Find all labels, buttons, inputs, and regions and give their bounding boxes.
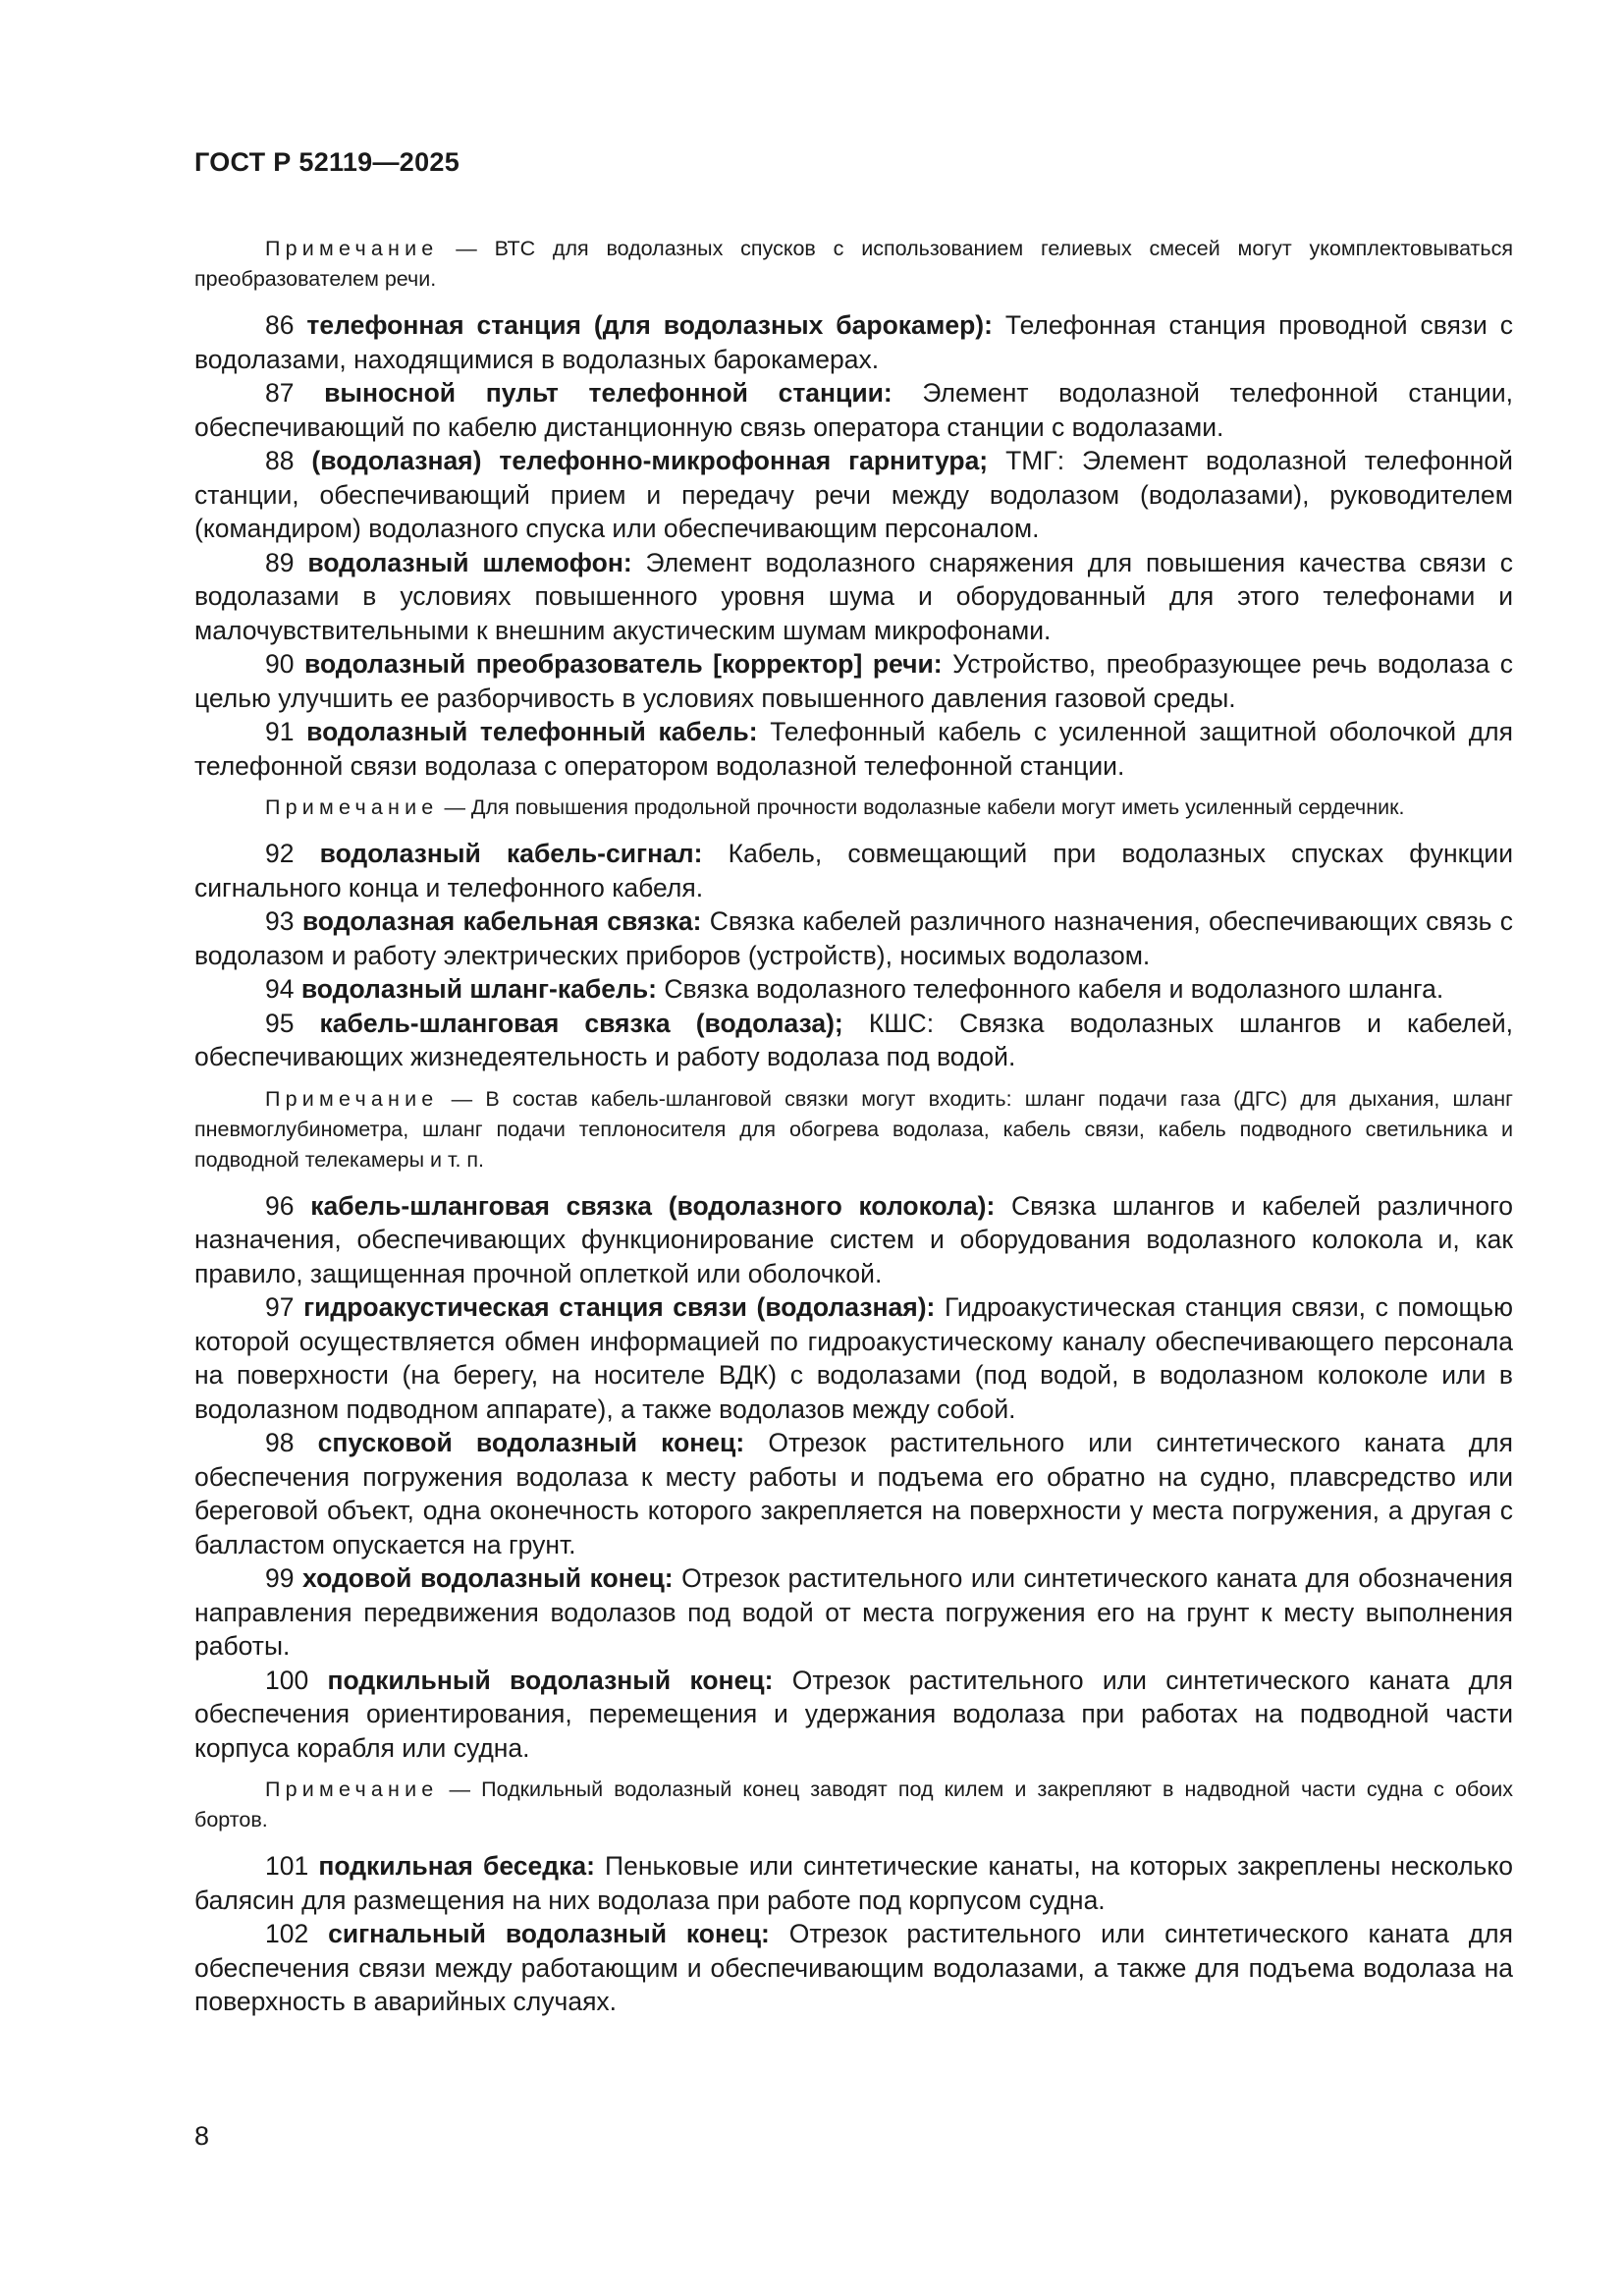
note-text: — Для повышения продольной прочности водолазные кабели могут иметь усиленный сердечник. bbox=[444, 795, 1405, 819]
term-number: 92 bbox=[265, 839, 295, 868]
term-number: 102 bbox=[265, 1919, 309, 1948]
term-definition: Связка кабелей различного назначения, обеспечивающих связь с водолазом и работу электрических приборов (устройств), носимых водолазом. bbox=[194, 906, 1513, 970]
term-definition: Телефонный кабель с усиленной защитной оболочкой для телефонной связи водолаза с оператором водолазной телефонной станции. bbox=[194, 717, 1513, 781]
term-name: водолазный кабель-сигнал: bbox=[319, 839, 703, 868]
document-header: ГОСТ Р 52119—2025 bbox=[194, 147, 460, 177]
note-label: Примечание bbox=[265, 1777, 439, 1801]
term-name: кабель-шланговая связка (водолазного колокола): bbox=[310, 1190, 996, 1221]
term-number: 96 bbox=[265, 1190, 295, 1221]
term-definition: Связка шлангов и кабелей различного назначения, обеспечивающих функционирование систем и оборудования водолазного колокола и, как правило, защищенная прочной оплеткой или оболочкой. bbox=[194, 1190, 1513, 1288]
term-name: водолазный шлемофон: bbox=[307, 547, 632, 577]
term-definition: Гидроакустическая станция связи, с помощью которой осуществляется обмен информацией по гидроакустическому каналу обеспечивающего персонала на поверхности (на берегу, на носителе ВДК) с водолазами (под водой, в водолазном колоколе или в водолазном подводном аппарате), а также водолазов между собой. bbox=[194, 1292, 1513, 1424]
term-entry bbox=[194, 1664, 1513, 1766]
term-name: сигнальный водолазный конец: bbox=[328, 1919, 770, 1948]
term-definition: Отрезок растительного или синтетического каната для обеспечения погружения водолаза к месту работы и подъема его обратно на судно, плавсредство или береговой объект, одна оконечность которого закрепляется на поверхности у места погружения, а другая с балластом опускается на грунт. bbox=[194, 1428, 1513, 1559]
term-entry bbox=[194, 376, 1513, 444]
term-entry bbox=[194, 904, 1513, 972]
term-number: 98 bbox=[265, 1428, 295, 1457]
term-number: 89 bbox=[265, 547, 295, 577]
note-text: — В состав кабель-шланговой связки могут входить: шланг подачи газа (ДГС) для дыхания, шланг пневмоглубинометра, шланг подачи теплоносителя для обогрева водолаза, кабель связи, кабель подводного светильника и подводной телекамеры и т. п. bbox=[194, 1086, 1513, 1172]
term-definition: Элемент водолазной телефонной станции, обеспечивающий по кабелю дистанционную связь оператора станции с водолазами. bbox=[194, 378, 1513, 442]
term-entry bbox=[194, 444, 1513, 546]
term-name: подкильная беседка: bbox=[318, 1851, 595, 1881]
term-name: телефонная станция (для водолазных барокамер): bbox=[306, 310, 993, 340]
note-text: — Подкильный водолазный конец заводят под килем и закрепляют в надводной части судна с обоих бортов. bbox=[194, 1777, 1513, 1831]
note-label: Примечание bbox=[265, 795, 439, 819]
page-number: 8 bbox=[194, 2121, 210, 2151]
term-name: водолазный телефонный кабель: bbox=[306, 717, 758, 746]
term-entry bbox=[194, 546, 1513, 648]
term-number: 99 bbox=[265, 1563, 295, 1593]
term-entry bbox=[194, 1290, 1513, 1426]
term-number: 87 bbox=[265, 378, 295, 408]
term-definition: Элемент водолазного снаряжения для повышения качества связи с водолазами в условиях повышенного уровня шума и оборудованный для этого телефонами и малочувствительными к внешним акустическим шумам микрофонами. bbox=[194, 547, 1513, 645]
term-definition: ТМГ: Элемент водолазной телефонной станции, обеспечивающий прием и передачу речи между водолазом (водолазами), руководителем (командиром) водолазного спуска или обеспечивающим персоналом. bbox=[194, 446, 1513, 543]
note-label: Примечание bbox=[265, 1086, 439, 1111]
term-entry bbox=[194, 1849, 1513, 1917]
term-name: подкильный водолазный конец: bbox=[327, 1665, 774, 1695]
term-number: 93 bbox=[265, 906, 295, 936]
note bbox=[194, 793, 1513, 823]
term-entry bbox=[194, 647, 1513, 715]
term-entry bbox=[194, 972, 1513, 1007]
term-name: водолазный шланг-кабель: bbox=[300, 974, 657, 1004]
term-number: 100 bbox=[265, 1665, 309, 1695]
note bbox=[194, 234, 1513, 295]
term-entry bbox=[194, 715, 1513, 783]
term-definition: Устройство, преобразующее речь водолаза с целью улучшить ее разборчивость в условиях повышенного давления газовой среды. bbox=[194, 649, 1513, 713]
term-entry bbox=[194, 1561, 1513, 1664]
term-number: 97 bbox=[265, 1292, 295, 1322]
term-number: 90 bbox=[265, 649, 295, 679]
term-entry bbox=[194, 1917, 1513, 2019]
term-definition: Кабель, совмещающий при водолазных спусках функции сигнального конца и телефонного кабеля. bbox=[194, 839, 1513, 902]
term-entry bbox=[194, 1189, 1513, 1291]
term-entry bbox=[194, 1426, 1513, 1561]
term-name: ходовой водолазный конец: bbox=[302, 1563, 674, 1593]
document-body bbox=[194, 224, 1513, 2019]
term-definition: Отрезок растительного или синтетического каната для обеспечения связи между работающим и обеспечивающим водолазами, а также для подъема водолаза на поверхность в аварийных случаях. bbox=[194, 1919, 1513, 2016]
note bbox=[194, 1084, 1513, 1175]
term-definition: Связка водолазного телефонного кабеля и водолазного шланга. bbox=[664, 974, 1444, 1004]
term-name: водолазная кабельная связка: bbox=[301, 906, 702, 936]
note-text: — ВТС для водолазных спусков с использованием гелиевых смесей могут укомплектовываться преобразователем речи. bbox=[194, 237, 1513, 291]
term-number: 91 bbox=[265, 717, 295, 746]
note bbox=[194, 1775, 1513, 1835]
term-definition: КШС: Связка водолазных шлангов и кабелей, обеспечивающих жизнедеятельность и работу водолаза под водой. bbox=[194, 1008, 1513, 1071]
term-number: 88 bbox=[265, 446, 295, 475]
term-entry bbox=[194, 1007, 1513, 1074]
term-name: выносной пульт телефонной станции: bbox=[324, 378, 893, 408]
term-name: водолазный преобразователь [корректор] речи: bbox=[304, 649, 943, 679]
term-number: 101 bbox=[265, 1851, 309, 1881]
term-definition: Телефонная станция проводной связи с водолазами, находящимися в водолазных барокамерах. bbox=[194, 310, 1513, 374]
term-number: 94 bbox=[265, 974, 295, 1004]
term-number: 95 bbox=[265, 1008, 295, 1038]
term-name: спусковой водолазный конец: bbox=[317, 1428, 745, 1457]
note-label: Примечание bbox=[265, 237, 439, 260]
term-entry bbox=[194, 837, 1513, 904]
term-name: кабель-шланговая связка (водолаза); bbox=[319, 1008, 843, 1038]
term-name: (водолазная) телефонно-микрофонная гарнитура; bbox=[311, 446, 989, 475]
term-definition: Отрезок растительного или синтетического каната для обозначения направления передвижения водолазов под водой от места погружения его на грунт к месту выполнения работы. bbox=[194, 1563, 1513, 1661]
term-number: 86 bbox=[265, 310, 295, 340]
term-definition: Пеньковые или синтетические канаты, на которых закреплены несколько балясин для размещения на них водолаза при работе под корпусом судна. bbox=[194, 1851, 1513, 1915]
term-name: гидроакустическая станция связи (водолазная): bbox=[303, 1292, 936, 1322]
term-definition: Отрезок растительного или синтетического каната для обеспечения ориентирования, перемещения и удержания водолаза при работах на подводной части корпуса корабля или судна. bbox=[194, 1665, 1513, 1763]
term-entry bbox=[194, 308, 1513, 376]
